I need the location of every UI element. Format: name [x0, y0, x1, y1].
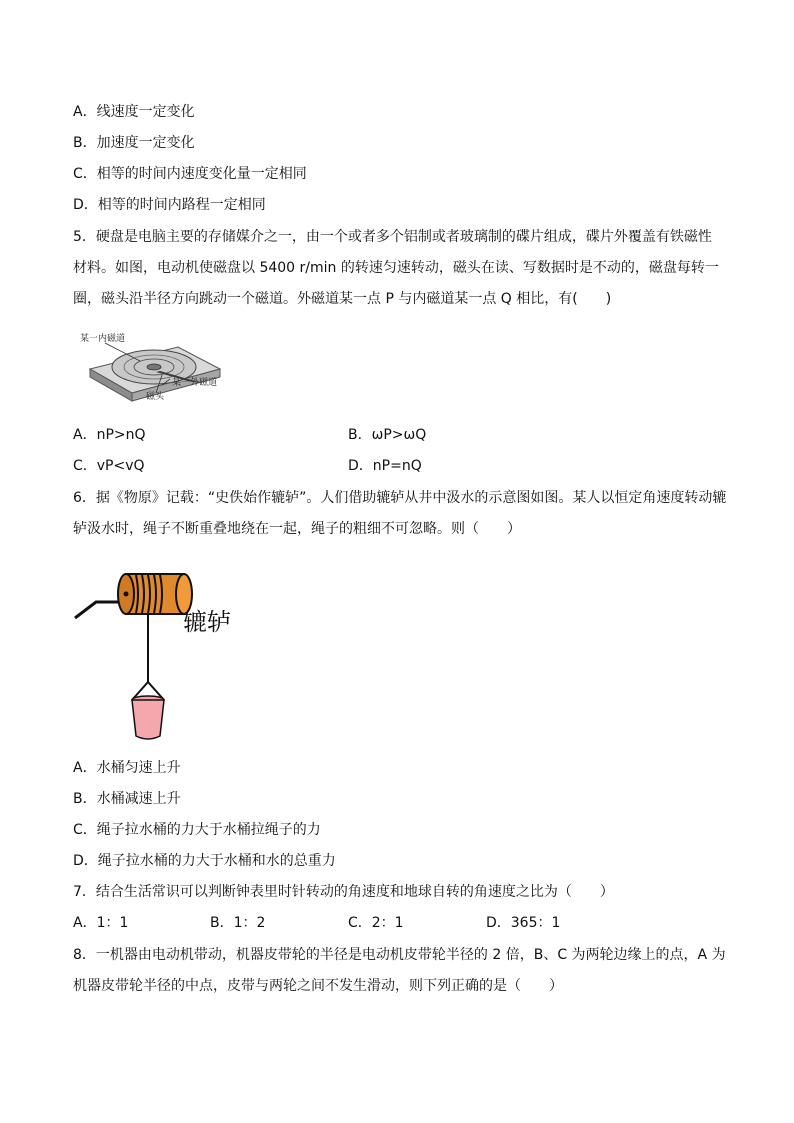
q6-option-d: D．绳子拉水桶的力大于水桶和水的总重力	[73, 853, 336, 869]
windlass-label: 辘轳	[183, 608, 231, 636]
label-outer-track: 某一外磁道	[172, 377, 218, 387]
q4-option-c: C．相等的时间内速度变化量一定相同	[73, 166, 307, 182]
q4-option-b: B．加速度一定变化	[73, 135, 195, 151]
q6-option-a: A．水桶匀速上升	[73, 760, 181, 776]
q6-stem-line-2: 轳汲水时，绳子不断重叠地绕在一起，绳子的粗细不可忽略。则（ ）	[73, 521, 521, 537]
q5-option-d: D．nP=nQ	[348, 458, 422, 474]
q7-option-b: B．1：2	[210, 915, 266, 931]
q5-option-a: A．nP>nQ	[73, 427, 146, 443]
q8-stem-line-1: 8．一机器由电动机带动，机器皮带轮的半径是电动机皮带轮半径的 2 倍，B、C 为两轮边缘上的点，A 为	[73, 947, 726, 963]
q6-option-b: B．水桶减速上升	[73, 791, 181, 807]
q7-option-d: D．365：1	[486, 915, 561, 931]
hard-disk-figure	[70, 325, 230, 405]
q6-stem-line-1: 6．据《物原》记载：“史佚始作辘轳”。人们借助辘轳从井中汲水的示意图如图。某人以恒定角速度转动辘	[73, 490, 727, 506]
q7-option-c: C．2：1	[348, 915, 404, 931]
label-inner-track: 某一内磁道	[80, 333, 126, 343]
q5-stem-line-1: 5．硬盘是电脑主要的存储媒介之一，由一个或者多个铝制或者玻璃制的碟片组成，碟片外覆盖有铁磁性	[73, 229, 712, 245]
q6-option-c: C．绳子拉水桶的力大于水桶拉绳子的力	[73, 822, 321, 838]
bucket	[132, 700, 164, 739]
windlass-figure	[70, 550, 270, 750]
q5-stem-line-3: 圈，磁头沿半径方向跳动一个磁道。外磁道某一点 P 与内磁道某一点 Q 相比，有( )	[73, 291, 612, 307]
q5-stem-line-2: 材料。如图，电动机使磁盘以 5400 r/min 的转速匀速转动，磁头在读、写数据时是不动的，磁盘每转一	[73, 260, 719, 276]
q4-option-d: D．相等的时间内路程一定相同	[73, 197, 266, 213]
q4-option-a: A．线速度一定变化	[73, 104, 195, 120]
label-head: 磁头	[146, 391, 165, 401]
q5-option-b: B．ωP>ωQ	[348, 427, 427, 443]
q7-stem: 7．结合生活常识可以判断钟表里时针转动的角速度和地球自转的角速度之比为（ ）	[73, 884, 614, 900]
q7-option-a: A．1：1	[73, 915, 129, 931]
q5-option-c: C．vP<vQ	[73, 458, 145, 474]
q8-stem-line-2: 机器皮带轮半径的中点，皮带与两轮之间不发生滑动，则下列正确的是（ ）	[73, 978, 563, 994]
